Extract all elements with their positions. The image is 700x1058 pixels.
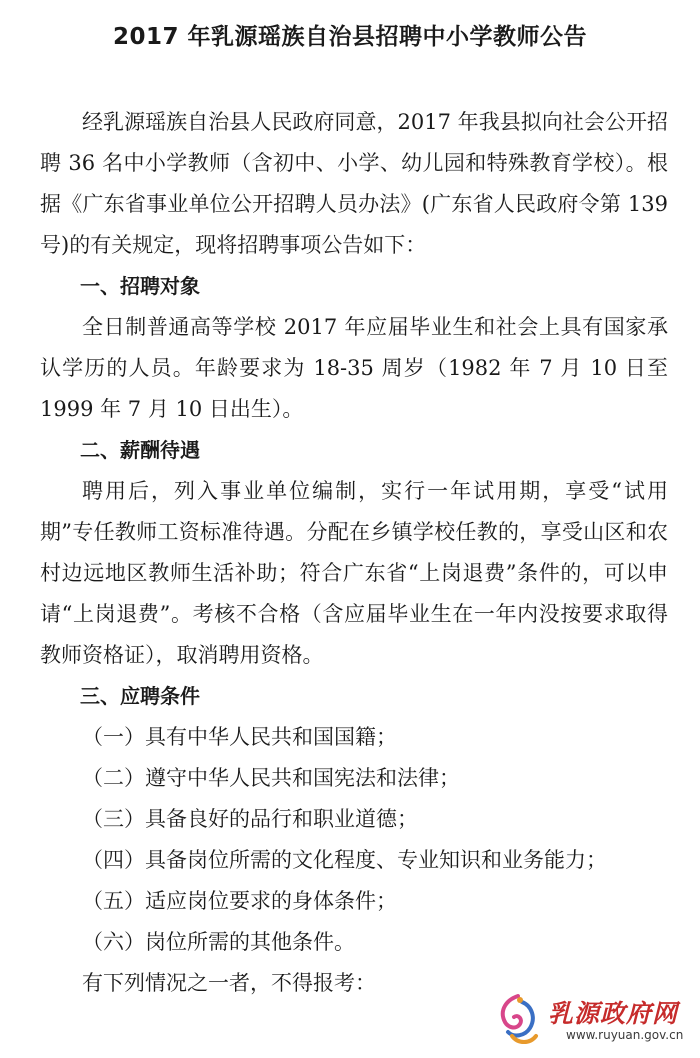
section-heading-conditions: 三、应聘条件 xyxy=(80,684,200,708)
condition-item: （一）具有中华人民共和国国籍； xyxy=(82,725,397,749)
document-title: 2017 年乳源瑶族自治县招聘中小学教师公告 xyxy=(112,24,588,50)
condition-item: （二）遵守中华人民共和国宪法和法律； xyxy=(82,766,460,790)
section-heading-recruitment-target: 一、招聘对象 xyxy=(80,274,200,298)
condition-item: （六）岗位所需的其他条件。 xyxy=(82,930,355,954)
condition-item: （五）适应岗位要求的身体条件； xyxy=(82,889,397,913)
section-text-recruitment-target: 全日制普通高等学校 2017 年应届毕业生和社会上具有国家承认学历的人员。年龄要求为 18-35 周岁（1982 年 7 月 10 日至 1999 年 7 月 10 日出生）。 xyxy=(40,315,668,421)
document-body xyxy=(40,102,668,1004)
condition-item: （四）具备岗位所需的文化程度、专业知识和业务能力； xyxy=(82,848,607,872)
closing-line: 有下列情况之一者，不得报考： xyxy=(82,971,376,995)
dragon-logo-icon xyxy=(492,992,544,1048)
intro-paragraph: 经乳源瑶族自治县人民政府同意，2017 年我县拟向社会公开招聘 36 名中小学教师（含初中、小学、幼儿园和特殊教育学校）。根据《广东省事业单位公开招聘人员办法》(广东省人民政府令第 139 号)的有关规定，现将招聘事项公告如下： xyxy=(40,110,668,257)
watermark-url: www.ruyuan.gov.cn xyxy=(566,1028,684,1042)
section-text-salary: 聘用后，列入事业单位编制，实行一年试用期，享受“试用期”专任教师工资标准待遇。分配在乡镇学校任教的，享受山区和农村边远地区教师生活补助；符合广东省“上岗退费”条件的，可以申请“上岗退费”。考核不合格（含应届毕业生在一年内没按要求取得教师资格证），取消聘用资格。 xyxy=(40,479,668,667)
condition-item: （三）具备良好的品行和职业道德； xyxy=(82,807,418,831)
watermark-site-name: 乳源政府网 xyxy=(548,999,679,1028)
section-heading-salary: 二、薪酬待遇 xyxy=(80,438,200,462)
site-watermark xyxy=(492,992,692,1048)
